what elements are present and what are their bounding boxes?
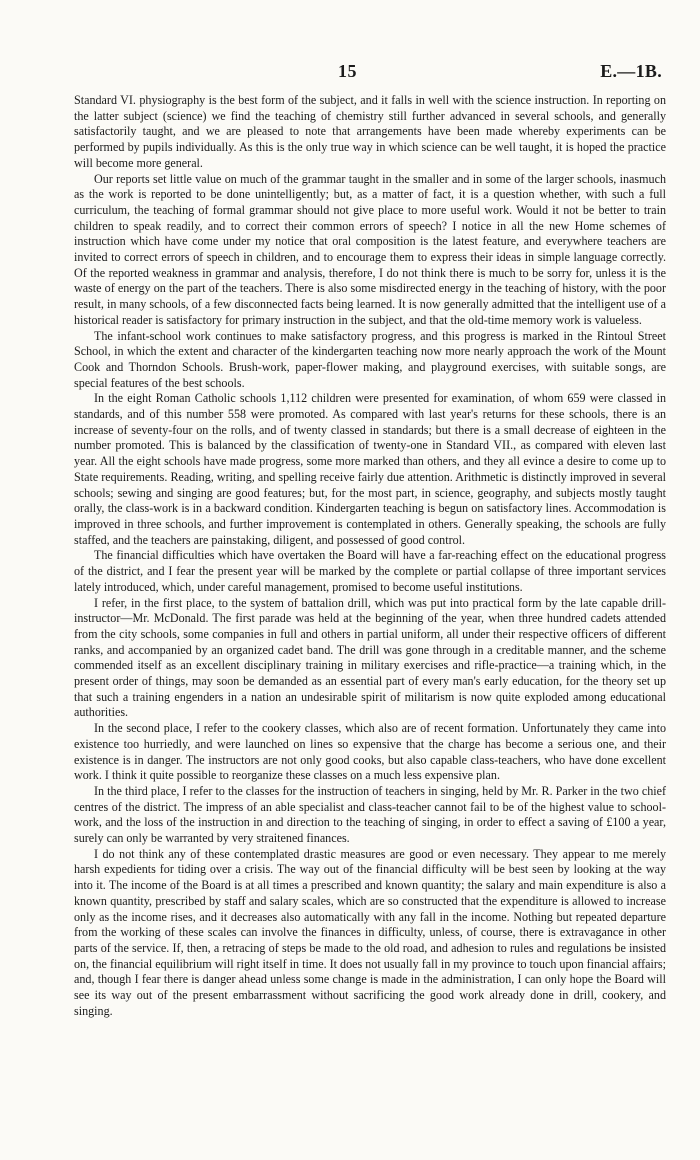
body-text [74,93,666,1019]
paragraph-science-instruction: Standard VI. physiography is the best form of the subject, and it falls in well with the science instruction. In reporting on the latter subject (science) we find the teaching of chemistry still further advanced in several schools, and generally satisfactorily taught, and we are pleased to note that arrangements have been made whereby experiments can be performed by pupils individually. As this is the only true way in which science can be well taught, it is hoped the practice will become more general. [74,93,666,170]
paragraph-cookery-classes: In the second place, I refer to the cookery classes, which also are of recent formation. Unfortunately they came into existence too hurriedly, and were launched on lines so expensive that the charge has become a serious one, and their existence is in danger. The instructors are not only good cooks, but also capable class-teachers, who have done excellent work. I think it quite possible to reorganize these classes on a much less expensive plan. [74,721,666,783]
page-number: 15 [338,61,357,81]
paragraph-drastic-measures: I do not think any of these contemplated drastic measures are good or even necessary. They appear to me merely harsh expedients for tiding over a crisis. The way out of the financial difficulty will be best seen by looking at the way into it. The income of the Board is at all times a prescribed and known quantity; the salary and main expenditure is also a known quantity, prescribed by staff and salary scales, which are so constructed that the expenditure is allowed to increase only as the income rises, and it decreases also automatically with any fall in the income. Nothing but repeated departure from the working of these scales can involve the finances in difficulty, unless, of course, there is extravagance in other parts of the service. If, then, a retracing of steps be made to the old road, and adhesion to rules and regulations be insisted on, the financial equilibrium will right itself in time. It does not usually fall in my province to touch upon financial affairs; and, though I fear there is danger ahead unless some change is made in the administration, I can only hope the Board will see its way out of the present embarrassment without sacrificing the good work already done in drill, cookery, and singing. [74,846,666,1018]
document-reference: E.—1B. [600,61,662,81]
paragraph-battalion-drill: I refer, in the first place, to the system of battalion drill, which was put into practical form by the late capable drill-instructor—Mr. McDonald. The first parade was held at the beginning of the year, when three hundred cadets attended from the city schools, some companies in full and others in partial uniform, all under their respective officers of different ranks, and accompanied by an organized cadet band. The drill was gone through in a creditable manner, and the scheme commended itself as an excellent disciplinary training in military exercises and rifle-practice—a training which, in the present order of things, may soon be demanded as an essential part of every man's early education, for the theory set up that such a training engenders in a nation an undesirable spirit of militarism is now quite exploded among educational authorities. [74,595,666,720]
paragraph-roman-catholic-schools: In the eight Roman Catholic schools 1,112 children were presented for examination, of whom 659 were classed in standards, and of this number 558 were promoted. As compared with last year's returns for these schools, there is an increase of seventy-four on the rolls, and of twenty classed in standards; but there is a small decrease of eighteen in the number promoted. This is balanced by the classification of twenty-one in Standard VII., as compared with eleven last year. All the eight schools have made progress, some more marked than others, and they all evince a desire to come up to State requirements. Reading, writing, and spelling receive fairly due attention. Arithmetic is distinctly improved in several schools; sewing and singing are good features; but, for the most part, in science, geography, and subjects mostly taught orally, the class-work is in a backward condition. Kindergarten teaching is begun on satisfactory lines. Accommodation is improved in three schools, and further improvement is contemplated in others. Generally speaking, the schools are fully staffed, and the teachers are painstaking, diligent, and possessed of good control. [74,391,666,547]
paragraph-infant-school: The infant-school work continues to make satisfactory progress, and this progress is marked in the Rintoul Street School, in which the extent and character of the kindergarten teaching now more nearly approach the work of the Mount Cook and Thorndon Schools. Brush-work, paper-flower making, and playground exercises, with suitable songs, are special features of the best schools. [74,328,666,390]
paragraph-financial-difficulties: The financial difficulties which have overtaken the Board will have a far-reaching effect on the educational progress of the district, and I fear the present year will be marked by the complete or partial collapse of three important services lately introduced, which, under careful management, promised to become useful institutions. [74,548,666,594]
paragraph-grammar: Our reports set little value on much of the grammar taught in the smaller and in some of the larger schools, inasmuch as the work is reported to be done unintelligently; but, as a matter of fact, it is a question whether, with such a full curriculum, the teaching of formal grammar should not give place to more useful work. Would it not be better to train children to speak readily, and to correct their common errors of speech? I notice in all the new Home schemes of instruction which have come under my notice that oral composition is the latest feature, and everywhere teachers are invited to correct errors of speech in children, and to encourage them to express their ideas in simple language correctly. Of the reported weakness in grammar and analysis, therefore, I do not think there is much to be sorry for, unless it is the waste of energy on the part of the teachers. There is also some misdirected energy in the teaching of history, with the poor result, in many schools, of a few disconnected facts being learned. It is now generally admitted that the intelligent use of a historical reader is satisfactory for primary instruction in the subject, and that the old-time memory work is valueless. [74,171,666,327]
paragraph-singing-classes: In the third place, I refer to the classes for the instruction of teachers in singing, held by Mr. R. Parker in the two chief centres of the district. The impress of an able specialist and class-teacher cannot fail to be of the highest value to school-work, and the loss of the instruction in and direction to the teaching of singing, in order to effect a saving of £100 a year, surely can only be warranted by very straitened finances. [74,783,666,846]
